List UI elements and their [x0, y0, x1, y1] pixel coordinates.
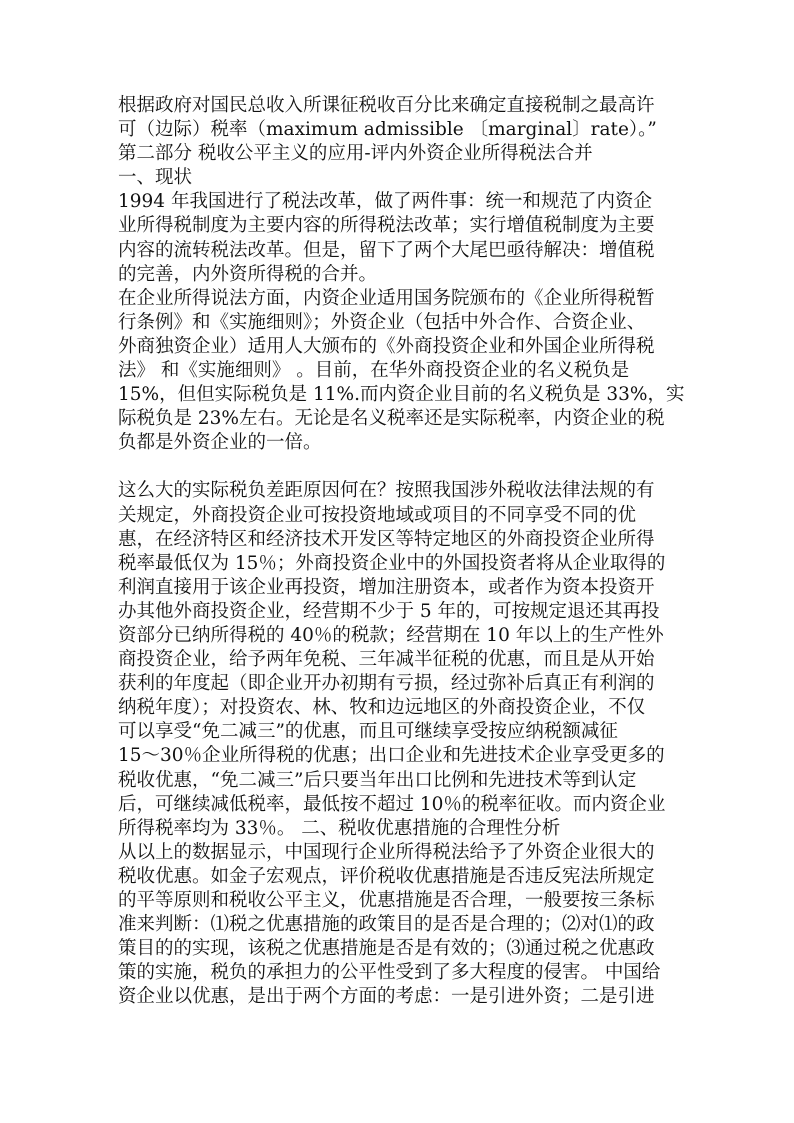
- text-line: 法》 和《实施细则》 。目前，在华外商投资企业的名义税负是: [118, 360, 630, 382]
- text-line: 15%，但但实际税负是 11%.而内资企业目前的名义税负是 33%，实: [118, 384, 685, 406]
- text-line: 资企业以优惠，是出于两个方面的考虑：一是引进外资；二是引进: [118, 986, 655, 1008]
- blank-line: [118, 455, 680, 479]
- text-line: 税收优惠。如金子宏观点，评价税收优惠措施是否违反宪法所规定: [118, 865, 655, 887]
- text-line: 15～30％企业所得税的优惠；出口企业和先进技术企业享受更多的: [118, 745, 665, 767]
- text-line: 资部分已纳所得税的 40％的税款；经营期在 10 年以上的生产性外: [118, 624, 664, 646]
- text-line: 可以享受“免二减三”的优惠，而且可继续享受按应纳税额减征: [118, 721, 618, 743]
- text-line: 内容的流转税法改革。但是，留下了两个大尾巴亟待解决：增值税: [118, 239, 655, 261]
- text-line: 后，可继续减低税率，最低按不超过 10％的税率征收。而内资企业: [118, 793, 666, 815]
- subsection-heading: 一、现状: [118, 167, 193, 189]
- text-line: 这么大的实际税负差距原因何在？按照我国涉外税收法律法规的有: [118, 480, 655, 502]
- text-line: 的平等原则和税收公平主义，优惠措施是否合理，一般要按三条标: [118, 890, 655, 911]
- text-line: 商投资企业，给予两年免税、三年减半征税的优惠，而且是从开始: [118, 649, 655, 671]
- text-line: 惠，在经济特区和经济技术开发区等特定地区的外商投资企业所得: [118, 528, 655, 550]
- text-line: 所得税率均为 33％。 二、税收优惠措施的合理性分析: [118, 817, 561, 839]
- text-line: 纳税年度）；对投资农、林、牧和边远地区的外商投资企业，不仅: [118, 697, 646, 719]
- text-line: 策的实施，税负的承担力的公平性受到了多大程度的侵害。 中国给: [118, 962, 661, 984]
- text-line: 从以上的数据显示，中国现行企业所得税法给予了外资企业很大的: [118, 841, 655, 863]
- text-line: 税率最低仅为 15％；外商投资企业中的外国投资者将从企业取得的: [118, 552, 666, 574]
- text-line: 准来判断：⑴税之优惠措施的政策目的是否是合理的；⑵对⑴的政: [118, 914, 655, 936]
- text-line: 际税负是 23%左右。无论是名义税率还是实际税率，内资企业的税: [118, 408, 665, 430]
- text-line: 1994 年我国进行了税法改革，做了两件事：统一和规范了内资企: [118, 191, 652, 213]
- text-line: 策目的的实现，该税之优惠措施是否是有效的；⑶通过税之优惠政: [118, 938, 655, 960]
- text-line: 关规定，外商投资企业可按投资地域或项目的不同享受不同的优: [118, 504, 637, 526]
- text-line: 负都是外资企业的一倍。: [118, 432, 322, 454]
- text-line: 利润直接用于该企业再投资，增加注册资本，或者作为资本投资开: [118, 576, 655, 598]
- text-line: 获利的年度起（即企业开办初期有亏损，经过弥补后真正有利润的: [118, 673, 655, 695]
- text-line: 根据政府对国民总收入所课征税收百分比来确定直接税制之最高许: [118, 95, 655, 116]
- document-body: [118, 94, 685, 1009]
- text-line: 的完善，内外资所得税的合并。: [118, 263, 378, 285]
- text-line: 税收优惠，“免二减三”后只要当年出口比例和先进技术等到认定: [118, 769, 637, 791]
- section-heading: 第二部分 税收公平主义的应用-评内外资企业所得税法合并: [118, 143, 593, 165]
- text-line: 在企业所得说法方面，内资企业适用国务院颁布的《企业所得税暂: [118, 287, 655, 309]
- text-line: 可（边际）税率（maximum admissible 〔marginal〕rate）。”: [118, 119, 657, 141]
- text-line: 办其他外商投资企业，经营期不少于 5 年的，可按规定退还其再投: [118, 600, 660, 622]
- text-line: 外商独资企业）适用人大颁布的《外商投资企业和外国企业所得税: [118, 335, 655, 357]
- text-line: 业所得税制度为主要内容的所得税法改革；实行增值税制度为主要: [118, 215, 655, 237]
- text-line: 行条例》和《实施细则》；外资企业（包括中外合作、合资企业、: [118, 311, 646, 333]
